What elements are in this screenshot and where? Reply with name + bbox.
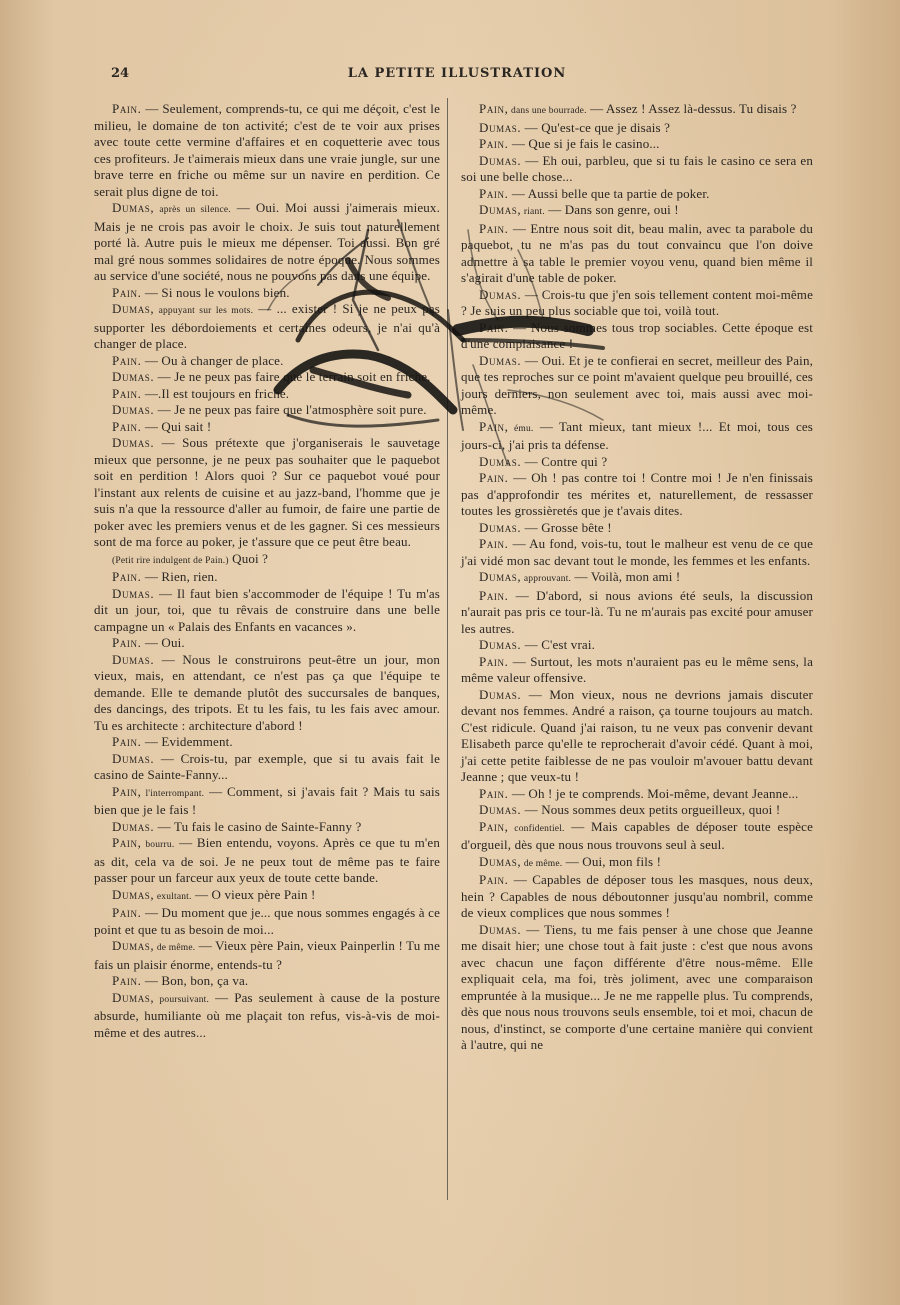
dialogue-paragraph [461,854,813,873]
dialogue-paragraph [94,887,440,906]
dialogue-text: — Tant mieux, tant mieux !... Et moi, tous ces jours-ci, j'ai pris ta défense. [461,418,813,452]
speaker-name: Pain. [479,470,509,485]
speaker-name: Pain. [112,635,142,650]
dialogue-paragraph [461,101,813,120]
dialogue-paragraph [461,872,813,922]
dialogue-paragraph [461,802,813,819]
dialogue-paragraph [461,654,813,687]
speaker-name: Pain. [479,872,509,887]
speaker-name: Pain. [479,220,509,236]
dialogue-text: — Comment, si j'avais fait ? Mais tu sais bien que je le fais ! [94,783,440,817]
dialogue-text: — Mon vieux, nous ne devrions jamais discuter devant nos femmes. André a raison, ça tourne toujours au match. C'est ridicule. Quand j'ai raison, tu ne veux pas convenir devant Elisabeth parce qu'elle te reprocherait d'avoir cédé. Quant à moi, j'ai cette petite faiblesse de ne pas vouloir m'avouer battu devant Jeanne ; que veux-tu ! [461,686,813,784]
stage-direction: riant. [521,207,545,217]
stage-direction: confidentiel. [508,823,565,834]
speaker-name: Pain. [479,653,509,669]
dialogue-text: — Oui, mon fils ! [562,853,662,869]
dialogue-paragraph [461,120,813,137]
dialogue-text: — Qui sait ! [141,418,212,434]
running-title: LA PETITE ILLUSTRATION [347,66,567,81]
dialogue-paragraph [94,369,440,386]
speaker-name: Dumas, [479,853,522,869]
dialogue-paragraph [461,637,813,654]
dialogue-paragraph [94,402,440,419]
dialogue-paragraph [94,419,440,436]
speaker-name: Pain. [112,352,142,368]
dialogue-paragraph [94,734,440,751]
left-column [94,101,440,1041]
dialogue-text: — C'est vrai. [521,637,596,652]
speaker-name: Pain. [112,385,142,401]
speaker-name: Pain. [112,284,142,300]
dialogue-paragraph [461,320,813,353]
dialogue-paragraph [461,569,813,588]
dialogue-paragraph [461,470,813,520]
speaker-name: Dumas. [112,369,155,384]
speaker-name: Dumas. [479,802,522,817]
dialogue-text: — Que si je fais le casino... [508,136,660,151]
dialogue-text: — D'abord, si nous avions été seuls, la discussion n'aurait pas pris ce tour-là. Tu ne m'aurais pas excité pour amuser les autres. [461,587,813,636]
dialogue-text: — Seulement, comprends-tu, ce qui me déçoit, c'est le milieu, le domaine de ton activité; c'est de te voir aux prises avec toute cette vermine d'affaires et en coquetterie avec tous ces profiteurs. Je t'aimerais mieux dans une vraie jungle, sur une brave terre en friche ou même sur un navire en perdition. Ce serait plus digne de toi. [94,101,440,199]
speaker-name: Pain, [479,418,509,434]
dialogue-text: — Mais capables de déposer toute espèce d'orgueil, dès que nous nous trouvons seul à seul. [461,818,813,852]
dialogue-paragraph [461,922,813,1054]
speaker-name: Dumas, [112,200,155,215]
speaker-name: Dumas, [479,202,522,217]
dialogue-text: — Il faut bien s'accommoder de l'équipe ! Tu m'as dit un jour, toi, que tu rêvais de construire dans une belle campagne un « Palais des Enfants en vacances ». [94,585,440,634]
dialogue-text: — Au fond, vois-tu, tout le malheur est venu de ce que j'ai vidé mon sac devant tout le monde, les femmes et les enfants. [461,536,813,568]
dialogue-text: — Eh oui, parbleu, que si tu fais le casino ce sera en soi une belle chose... [461,152,813,184]
dialogue-text: — Voilà, mon ami ! [571,569,681,584]
dialogue-paragraph [461,186,813,203]
speaker-name: Dumas. [479,352,522,368]
stage-direction: ému. [508,423,534,434]
speaker-name: Dumas, [112,938,155,953]
dialogue-text: — Pas seulement à cause de la posture absurde, humiliante où me plaçait ton refus, vis-à-vis de moi-même et des autres... [94,989,440,1040]
column-divider [447,98,448,1200]
dialogue-text: Quoi ? [228,550,269,566]
speaker-name: Dumas. [479,921,522,937]
dialogue-paragraph [461,202,813,221]
speaker-name: Pain. [479,587,509,603]
speaker-name: Pain, [479,101,509,116]
dialogue-text: — Je ne peux pas faire que l'atmosphère soit pure. [154,402,427,417]
dialogue-text: — Grosse bête ! [521,519,612,535]
speaker-name: Dumas. [479,286,522,302]
dialogue-text: — Oui. [141,635,185,650]
dialogue-text: — Oui. Et je te confierai en secret, meilleur des Pain, que tes reproches sur ce point m'avaient quelque peu brouillé, ces jours derniers, non seulement avec toi, mais aussi avec moi-même. [461,352,813,417]
dialogue-paragraph [94,386,440,403]
dialogue-text: — Capables de déposer tous les masques, nous deux, hein ? Capables de nous déboutonner jusqu'au nombril, comme de vieux complices que nous sommes ! [461,872,813,920]
speaker-name: Pain. [479,319,509,335]
dialogue-text: — Je ne peux pas faire que le terrain soit en friche. [154,369,431,384]
dialogue-text: — Si nous le voulons bien. [141,284,290,300]
dialogue-paragraph [94,200,440,285]
dialogue-paragraph [461,153,813,186]
dialogue-paragraph [461,419,813,454]
speaker-name: Pain. [479,185,509,201]
speaker-name: Dumas. [112,818,155,834]
dialogue-paragraph [461,536,813,569]
speaker-name: Dumas. [112,750,155,766]
speaker-name: Dumas. [112,585,155,601]
stage-direction: (Petit rire indulgent de Pain.) [112,555,229,566]
speaker-name: Dumas, [112,301,155,316]
dialogue-text: — Nous sommes deux petits orgueilleux, quoi ! [521,802,781,817]
speaker-name: Dumas. [479,453,522,469]
speaker-name: Dumas, [112,989,155,1005]
speaker-name: Dumas. [112,651,155,667]
dialogue-paragraph [94,784,440,819]
dialogue-text: — Assez ! Assez là-dessus. Tu disais ? [586,101,797,116]
right-column [461,101,813,1054]
speaker-name: Pain. [479,536,509,551]
dialogue-paragraph [461,520,813,537]
dialogue-paragraph [94,819,440,836]
dialogue-paragraph [94,101,440,200]
stage-direction: appuyant sur les mots. [154,306,254,316]
dialogue-paragraph [461,454,813,471]
dialogue-paragraph [461,287,813,320]
dialogue-paragraph [461,819,813,854]
speaker-name: Dumas. [479,119,522,135]
speaker-name: Dumas. [112,435,155,450]
speaker-name: Pain. [112,418,142,434]
dialogue-text: — Crois-tu, par exemple, que si tu avais fait le casino de Sainte-Fanny... [94,750,440,782]
dialogue-text: — Evidemment. [141,734,233,749]
page-number: 24 [111,66,130,81]
dialogue-text: — Contre qui ? [521,453,608,469]
dialogue-paragraph [94,652,440,735]
dialogue-text: — O vieux père Pain ! [191,886,316,902]
dialogue-text: — Rien, rien. [141,569,218,584]
speaker-name: Pain. [112,569,142,584]
speaker-name: Pain, [479,818,509,834]
dialogue-paragraph [461,786,813,803]
dialogue-paragraph [461,136,813,153]
dialogue-paragraph [461,687,813,786]
speaker-name: Dumas. [479,637,522,652]
dialogue-text: — Nous le construirons peut-être un jour, mon vieux, mais, en attendant, ce n'est pas ça que l'équipe te demande. Elle te demande plutôt des succursales de banques, des dancings, des tripots. Et tu les fais, tu les fais avec amour. Tu es architecte : architecture d'abord ! [94,651,440,733]
dialogue-text: — Du moment que je... que nous sommes engagés à ce point et que tu as besoin de moi... [94,905,440,937]
dialogue-paragraph [461,588,813,638]
speaker-name: Pain. [112,905,142,920]
speaker-name: Dumas, [112,886,155,902]
stage-direction: de même. [154,943,196,953]
dialogue-paragraph [94,435,440,551]
dialogue-paragraph [94,905,440,938]
dialogue-text: — Dans son genre, oui ! [544,202,679,217]
dialogue-text: — Qu'est-ce que je disais ? [521,119,671,135]
speaker-name: Pain. [479,785,509,801]
dialogue-paragraph [461,353,813,419]
speaker-name: Dumas, [479,569,522,584]
speaker-name: Pain. [112,734,142,749]
speaker-name: Dumas. [112,402,155,417]
speaker-name: Pain. [479,136,509,151]
dialogue-text: — Crois-tu que j'en sois tellement content moi-même ? Je suis un peu plus sociable que toi, voilà tout. [461,286,813,318]
dialogue-paragraph [94,751,440,784]
stage-direction: poursuivant. [154,994,210,1005]
dialogue-text: — Surtout, les mots n'auraient pas eu le même sens, la même valeur offensive. [461,653,813,685]
stage-direction: dans une bourrade. [508,106,587,116]
dialogue-text: — Tiens, tu me fais penser à une chose que Jeanne me disait hier; une chose tout à fait juste : c'est que nous avons avec chacun une façon différente d'être nous-même. Elle expliquait cela, ma foi, très joliment, avec une comparaison empruntée à la musique... Je ne me rappelle plus. Tu comprends, dès que nous nous trouvons seuls ensemble, toi et moi, chacun de nous, d'instinct, se comporte d'une certaine manière qui convient à l'autre, qui ne [461,921,813,1052]
dialogue-paragraph [94,835,440,887]
dialogue-paragraph [94,635,440,652]
stage-direction: bourru. [141,840,175,850]
speaker-name: Pain. [112,973,142,988]
stage-direction: de même. [521,858,563,869]
dialogue-text: — Bien entendu, voyons. Après ce que tu m'en as dit, cela va de soi. Je ne peux tout de même pas te faire passer pour un farceur aux yeux de toute cette bande. [94,835,440,885]
dialogue-text: — ... exister ! Si je ne peux pas supporter les débordoiements et certaines odeurs, je n'ai qu'à changer de place. [94,301,440,351]
dialogue-paragraph [94,973,440,990]
stage-direction: approuvant. [521,574,572,584]
stage-direction: exultant. [154,891,192,902]
stage-direction: l'interrompant. [141,788,205,799]
dialogue-text: — Bon, bon, ça va. [141,973,249,988]
dialogue-text: —.Il est toujours en friche. [141,385,290,401]
speaker-name: Dumas. [479,686,522,702]
dialogue-paragraph [94,301,440,353]
dialogue-text: — Oui. Moi aussi j'aimerais mieux. Mais je ne crois pas avoir le choix. Je suis tout naturellement porté là. Autre puis le mieux me dépenser. Toi aussi. Bon gré mal gré nous sommes solidaires de notre époque. Nous sommes au service d'une société, nous ne pouvons pas dans une équipe. [94,200,440,283]
dialogue-text: — Oh ! pas contre toi ! Contre moi ! Je n'en finissais pas d'approfondir tes mérites et, naturellement, de ressasser toutes les grossièretés que je t'avais dites. [461,470,813,518]
dialogue-paragraph [94,990,440,1042]
dialogue-text: — Ou à changer de place. [141,352,284,368]
speaker-name: Pain, [112,835,142,850]
speaker-name: Dumas. [479,152,522,168]
dialogue-text: — Nous sommes tous trop sociables. Cette époque est d'une complaisance ! [461,319,813,351]
dialogue-text: — Vieux père Pain, vieux Painperlin ! Tu me fais un plaisir énorme, entends-tu ? [94,938,440,972]
dialogue-text: — Aussi belle que ta partie de poker. [508,185,710,201]
dialogue-text: — Sous prétexte que j'organiserais le sauvetage mieux que personne, je ne peux pas souhaiter que le paquebot soit en perdition ! Alors quoi ? Sur ce paquebot voué pour l'instant aux relents de cuisine et au jazz-band, l'homme que je suis n'a que la ressource d'aller au fumoir, de faire une partie de poker avec les premiers venus et de les gagner. Si ces messieurs sont de ma force au poker, je t'assure que ce peut être beau. [94,435,440,549]
speaker-name: Dumas. [479,519,522,535]
dialogue-paragraph [94,586,440,636]
dialogue-text: — Entre nous soit dit, beau malin, avec ta parabole du paquebot, tu ne m'as pas du tout convaincu que l'on doive admettre à sa table le premier voyou venu, quand bien même il s'agirait d'une table de poker. [461,220,813,285]
dialogue-paragraph [94,353,440,370]
stage-direction: après un silence. [154,205,231,215]
dialogue-paragraph [94,938,440,973]
dialogue-paragraph [94,551,440,570]
dialogue-paragraph [94,285,440,302]
dialogue-text: — Oh ! je te comprends. Moi-même, devant Jeanne... [508,785,799,801]
dialogue-paragraph [94,569,440,586]
dialogue-text: — Tu fais le casino de Sainte-Fanny ? [154,818,362,834]
speaker-name: Pain, [112,783,142,799]
dialogue-paragraph [461,221,813,287]
speaker-name: Pain. [112,101,142,116]
